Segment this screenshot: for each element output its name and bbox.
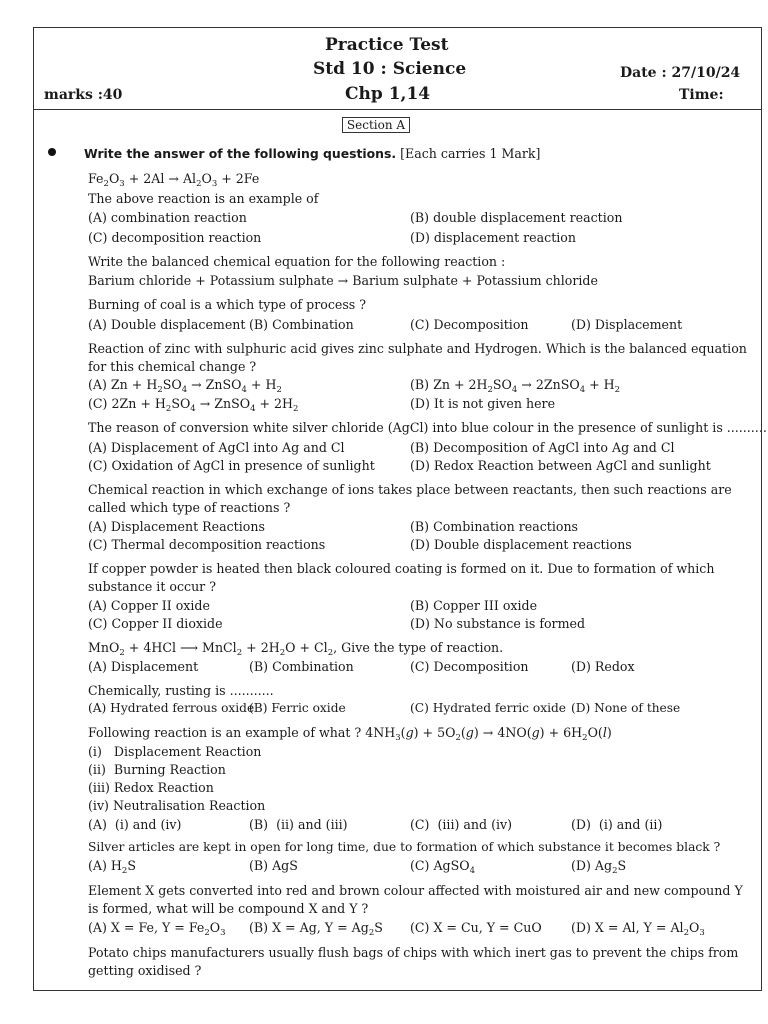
- q6-line1: Chemical reaction in which exchange of ions takes place between reactants, then such reactions are: [88, 482, 732, 497]
- q6-option-b: (B) Combination reactions: [410, 519, 579, 534]
- q10-item-iii: (iii) Redox Reaction: [88, 780, 214, 795]
- q7-option-b: (B) Copper III oxide: [410, 598, 538, 613]
- q11-option-d: (D) $Ag_2S$: [571, 858, 627, 876]
- q10-item-i: (i) Displacement Reaction: [88, 744, 262, 759]
- q3-option-b: (B) Combination: [249, 317, 354, 332]
- q8-option-a: (A) Displacement: [88, 659, 199, 674]
- q10-text: Following reaction is an example of what ? $4NH_3(g) + 5O_2(g) \to 4NO(g) + 6H_2O(l)$: [88, 725, 612, 743]
- q12-option-a: (A) X = Fe, $Y = Fe_2O_3$: [88, 920, 226, 938]
- q12-line2: is formed, what will be compound X and Y ?: [88, 901, 369, 916]
- q5-text: The reason of conversion white silver chloride (AgCl) into blue colour in the presence of sunlight is ..........: [88, 420, 767, 435]
- q3-option-c: (C) Decomposition: [410, 317, 529, 332]
- q1-text: The above reaction is an example of: [88, 191, 319, 206]
- instruction: [84, 146, 540, 161]
- header-divider: [34, 109, 761, 110]
- chapter-label: Chp 1,14: [345, 84, 431, 104]
- q10-option-c: (C) (iii) and (iv): [410, 817, 513, 832]
- q1-option-b: (B) double displacement reaction: [410, 210, 623, 225]
- q13-line1: Potato chips manufacturers usually flush bags of chips with which inert gas to prevent the chips from: [88, 945, 739, 960]
- q11-option-c: (C) AgSO$_4$: [410, 858, 475, 876]
- q1-option-d: (D) displacement reaction: [410, 230, 576, 245]
- q12-line1: Element X gets converted into red and brown colour affected with moistured air and new compound Y: [88, 883, 743, 898]
- test-title: Practice Test: [325, 35, 449, 55]
- q4-option-a: (A) $Zn + H_2SO_4$ → ZnSO$_4$ + $H_2$: [88, 377, 282, 395]
- instruction-note: [Each carries 1 Mark]: [400, 146, 541, 161]
- instruction-main: Write the answer of the following questions.: [84, 146, 397, 161]
- q9-text: Chemically, rusting is ...........: [88, 683, 274, 698]
- date-label: Date : 27/10/24: [620, 65, 741, 81]
- bullet-icon: [48, 148, 56, 156]
- marks-label: marks :40: [44, 87, 123, 103]
- q8-tail: , Give the type of reaction.: [333, 640, 504, 655]
- q3-option-a: (A) Double displacement: [88, 317, 246, 332]
- q6-option-d: (D) Double displacement reactions: [410, 537, 632, 552]
- q4-line1: Reaction of zinc with sulphuric acid gives zinc sulphate and Hydrogen. Which is the balanced equation: [88, 341, 747, 356]
- q13-line2: getting oxidised ?: [88, 963, 202, 978]
- std-subject: Std 10 : Science: [313, 59, 467, 79]
- q4-option-d: (D) It is not given here: [410, 396, 556, 411]
- section-label: Section A: [342, 117, 410, 133]
- q1-option-c: (C) decomposition reaction: [88, 230, 262, 245]
- q9-option-c: (C) Hydrated ferric oxide: [410, 701, 566, 715]
- q2-line2: Barium chloride + Potassium sulphate → Barium sulphate + Potassium chloride: [88, 273, 598, 288]
- q7-option-a: (A) Copper II oxide: [88, 598, 210, 613]
- q10-question: Following reaction is an example of what ?: [88, 725, 362, 740]
- q4-line2: for this chemical change ?: [88, 359, 257, 374]
- q11-option-b: (B) AgS: [249, 858, 298, 873]
- q7-line2: substance it occur ?: [88, 579, 216, 594]
- q11-option-a: (A) $H_2S$: [88, 858, 136, 876]
- time-label: Time:: [679, 87, 724, 103]
- q9-option-b: (B) Ferric oxide: [249, 701, 346, 715]
- q3-option-d: (D) Displacement: [571, 317, 683, 332]
- q6-option-c: (C) Thermal decomposition reactions: [88, 537, 326, 552]
- q1-equation: $Fe_2O_3 + 2Al \to Al_2O_3 + 2Fe$: [88, 171, 260, 189]
- q12-option-d: (D) X = Al, $Y = Al_2O_3$: [571, 920, 705, 938]
- q8-option-c: (C) Decomposition: [410, 659, 529, 674]
- q9-option-d: (D) None of these: [571, 701, 681, 715]
- q4-option-b: (B) $Zn + 2H_2SO_4$ → 2ZnSO$_4$ + $H_2$: [410, 377, 621, 395]
- q10-item-ii: (ii) Burning Reaction: [88, 762, 226, 777]
- q8-text: MnO$_2$ + 4HCl ⟶ MnCl$_2$ + $2H_2O + Cl_2$, Give the type of reaction.: [88, 640, 504, 658]
- q10-option-b: (B) (ii) and (iii): [249, 817, 348, 832]
- q6-option-a: (A) Displacement Reactions: [88, 519, 265, 534]
- q6-line2: called which type of reactions ?: [88, 500, 291, 515]
- q10-item-iv: (iv) Neutralisation Reaction: [88, 798, 266, 813]
- q5-option-a: (A) Displacement of AgCl into Ag and Cl: [88, 440, 345, 455]
- q7-line1: If copper powder is heated then black coloured coating is formed on it. Due to formation of which: [88, 561, 715, 576]
- q10-option-a: (A) (i) and (iv): [88, 817, 182, 832]
- q8-option-d: (D) Redox: [571, 659, 635, 674]
- q4-option-c: (C) $2Zn + H_2SO_4$ → ZnSO$_4$ + $2H_2$: [88, 396, 299, 414]
- q5-option-d: (D) Redox Reaction between AgCl and sunlight: [410, 458, 711, 473]
- q7-option-c: (C) Copper II dioxide: [88, 616, 223, 631]
- q11-text: Silver articles are kept in open for long time, due to formation of which substance it becomes black ?: [88, 840, 721, 854]
- q2-text: Write the balanced chemical equation for the following reaction :: [88, 254, 506, 269]
- q12-option-c: (C) X = Cu, Y = CuO: [410, 920, 542, 935]
- q12-option-b: (B) X = Ag, $Y = Ag_2S$: [249, 920, 383, 938]
- q7-option-d: (D) No substance is formed: [410, 616, 586, 631]
- q10-option-d: (D) (i) and (ii): [571, 817, 663, 832]
- q5-option-c: (C) Oxidation of AgCl in presence of sunlight: [88, 458, 375, 473]
- q5-option-b: (B) Decomposition of AgCl into Ag and Cl: [410, 440, 675, 455]
- q3-text: Burning of coal is a which type of process ?: [88, 297, 367, 312]
- q9-option-a: (A) Hydrated ferrous oxide: [88, 701, 255, 715]
- q1-option-a: (A) combination reaction: [88, 210, 247, 225]
- q8-option-b: (B) Combination: [249, 659, 354, 674]
